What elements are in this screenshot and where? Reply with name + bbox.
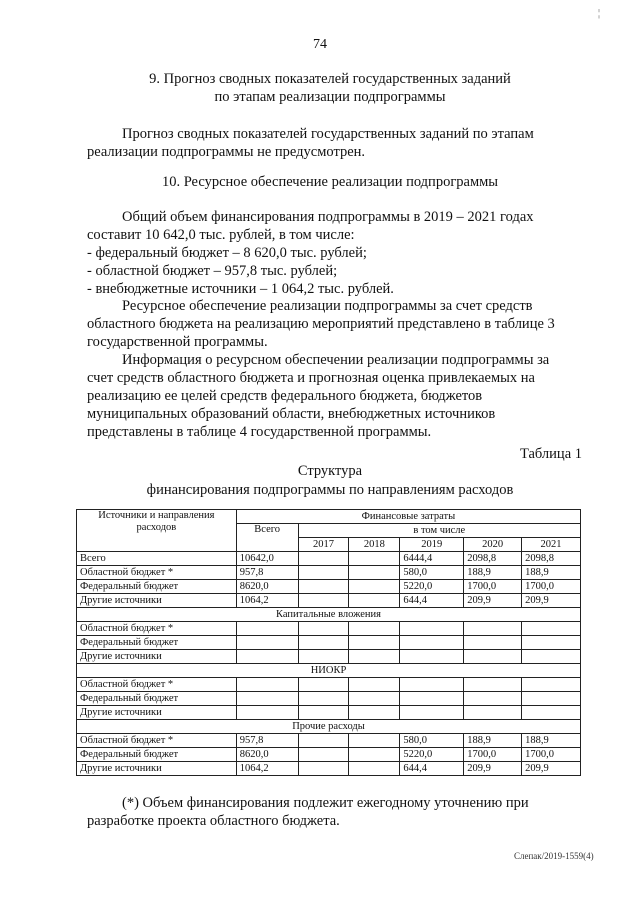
- bullet-federal: - федеральный бюджет – 8 620,0 тыс. рублей;: [87, 245, 367, 261]
- section10-p2-line2: областного бюджета на реализацию мероприятий представлено в таблице 3: [87, 316, 555, 332]
- cell-2021: 188,9: [522, 566, 581, 580]
- cell-2017: [298, 566, 349, 580]
- cell-2018: [349, 580, 400, 594]
- section9-text: [87, 125, 585, 143]
- table-row: [77, 636, 581, 650]
- section10-p1-line1: Общий объем финансирования подпрограммы в 2019 – 2021 годах: [122, 209, 534, 225]
- header-sources: Источники и направления расходов: [77, 510, 237, 552]
- cell-2021: 1700,0: [522, 748, 581, 762]
- row-label: Другие источники: [77, 762, 237, 776]
- row-label: Другие источники: [77, 706, 237, 720]
- table-title-line1: Структура: [297, 463, 363, 479]
- section10-p3-line2: счет средств областного бюджета и прогнозная оценка привлекаемых на: [87, 370, 535, 386]
- header-total: Всего: [236, 524, 298, 552]
- row-label: Федеральный бюджет: [77, 636, 237, 650]
- financing-table: [76, 509, 581, 776]
- cell-2021: 188,9: [522, 734, 581, 748]
- table-row: [77, 678, 581, 692]
- row-label: Областной бюджет *: [77, 678, 237, 692]
- cell-2021: 2098,8: [522, 552, 581, 566]
- section9-text-line1: Прогноз сводных показателей государственных заданий по этапам: [122, 126, 534, 142]
- document-code: Слепак/2019-1559(4): [514, 851, 594, 861]
- table-row: [77, 594, 581, 608]
- footnote-line2: разработке проекта областного бюджета.: [87, 813, 340, 829]
- row-label: Областной бюджет *: [77, 734, 237, 748]
- cell-2020: 1700,0: [464, 748, 522, 762]
- header-year-2019: 2019: [400, 538, 464, 552]
- table-row: [77, 706, 581, 720]
- cell-2021: 209,9: [522, 762, 581, 776]
- corner-mark: ¦: [598, 8, 601, 19]
- section10-p3: [87, 351, 585, 369]
- table-row: [77, 622, 581, 636]
- section10-p3-line5: представлены в таблице 4 государственной программы.: [87, 424, 432, 440]
- cell-2021: 1700,0: [522, 580, 581, 594]
- section10-heading: 10. Ресурсное обеспечение реализации подпрограммы: [161, 174, 499, 190]
- section10-p1: [87, 208, 585, 226]
- section10-p2-line3: государственной программы.: [87, 334, 268, 350]
- section10-p1-line2: составит 10 642,0 тыс. рублей, в том числе:: [87, 227, 355, 243]
- cell-total: 8620,0: [236, 580, 298, 594]
- table-title-line2: финансирования подпрограммы по направлениям расходов: [146, 482, 514, 498]
- cell-2020: 188,9: [464, 734, 522, 748]
- bullet-regional: - областной бюджет – 957,8 тыс. рублей;: [87, 263, 338, 279]
- row-label: Другие источники: [77, 650, 237, 664]
- cell-2017: [298, 580, 349, 594]
- section10-p3-line3: реализацию ее целей средств федерального бюджета, бюджетов: [87, 388, 483, 404]
- cell-2021: 209,9: [522, 594, 581, 608]
- footnote: [87, 794, 585, 812]
- cell-2020: 2098,8: [464, 552, 522, 566]
- table-row: [77, 552, 581, 566]
- table-row: [77, 734, 581, 748]
- section-other-expenses: Прочие расходы: [77, 720, 581, 734]
- row-label: Федеральный бюджет: [77, 580, 237, 594]
- section9-heading-line1: 9. Прогноз сводных показателей государственных заданий: [149, 71, 511, 87]
- section10-p3-line4: муниципальных образований области, внебюджетных источников: [87, 406, 496, 422]
- cell-total: 10642,0: [236, 552, 298, 566]
- cell-2019: 644,4: [400, 762, 464, 776]
- table-row: [77, 566, 581, 580]
- section10-p2-line1: Ресурсное обеспечение реализации подпрограммы за счет средств: [122, 298, 533, 314]
- cell-total: 8620,0: [236, 748, 298, 762]
- cell-2019: 644,4: [400, 594, 464, 608]
- row-label: Федеральный бюджет: [77, 692, 237, 706]
- row-label: Всего: [77, 552, 237, 566]
- header-year-2018: 2018: [349, 538, 400, 552]
- cell-2019: 5220,0: [400, 748, 464, 762]
- cell-2019: 580,0: [400, 566, 464, 580]
- cell-2019: 580,0: [400, 734, 464, 748]
- bullet-extrabudgetary: - внебюджетные источники – 1 064,2 тыс. рублей.: [87, 281, 394, 297]
- cell-2020: 188,9: [464, 566, 522, 580]
- cell-total: 957,8: [236, 566, 298, 580]
- cell-2019: 5220,0: [400, 580, 464, 594]
- section9-text-line2: реализации подпрограммы не предусмотрен.: [87, 144, 366, 160]
- cell-2018: [349, 594, 400, 608]
- footnote-line1: (*) Объем финансирования подлежит ежегодному уточнению при: [122, 795, 529, 811]
- header-including: в том числе: [298, 524, 580, 538]
- cell-2019: 6444,4: [400, 552, 464, 566]
- section-capital-investments: Капитальные вложения: [77, 608, 581, 622]
- header-year-2017: 2017: [298, 538, 349, 552]
- table-row: [77, 762, 581, 776]
- cell-2017: [298, 552, 349, 566]
- table-row: [77, 748, 581, 762]
- table-row: [77, 650, 581, 664]
- header-financial-costs: Финансовые затраты: [236, 510, 580, 524]
- page-number: 74: [313, 37, 327, 52]
- header-year-2021: 2021: [522, 538, 581, 552]
- cell-2020: 209,9: [464, 594, 522, 608]
- table-row: [77, 692, 581, 706]
- table-row: [77, 580, 581, 594]
- cell-2020: 1700,0: [464, 580, 522, 594]
- row-label: Другие источники: [77, 594, 237, 608]
- row-label: Областной бюджет *: [77, 566, 237, 580]
- section10-p3-line1: Информация о ресурсном обеспечении реализации подпрограммы за: [122, 352, 550, 368]
- row-label: Федеральный бюджет: [77, 748, 237, 762]
- cell-total: 1064,2: [236, 762, 298, 776]
- cell-total: 1064,2: [236, 594, 298, 608]
- header-year-2020: 2020: [464, 538, 522, 552]
- section-niokr: НИОКР: [77, 664, 581, 678]
- row-label: Областной бюджет *: [77, 622, 237, 636]
- cell-2017: [298, 594, 349, 608]
- cell-2020: 209,9: [464, 762, 522, 776]
- section9-heading-line2: по этапам реализации подпрограммы: [214, 89, 446, 105]
- table-label: Таблица 1: [519, 446, 582, 462]
- cell-2018: [349, 566, 400, 580]
- section10-p2: [87, 297, 585, 315]
- cell-2018: [349, 552, 400, 566]
- cell-total: 957,8: [236, 734, 298, 748]
